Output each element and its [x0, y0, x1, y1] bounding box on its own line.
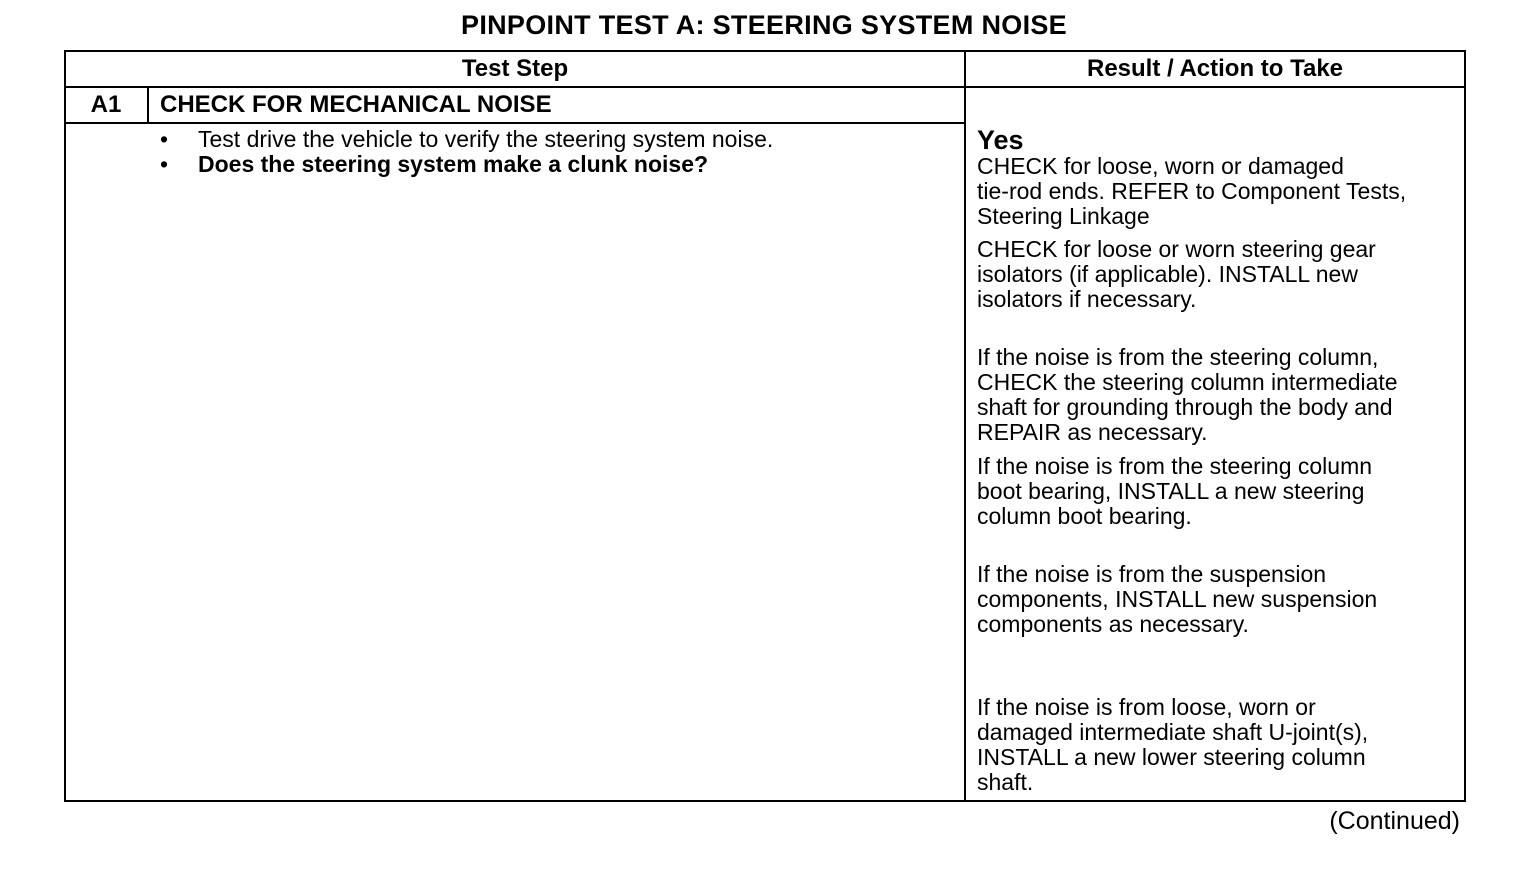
result-line: CHECK for loose or worn steering gear: [977, 236, 1376, 262]
result-paragraph: [977, 454, 1372, 529]
result-paragraph: [977, 562, 1377, 637]
result-line: tie-rod ends. REFER to Component Tests,: [977, 178, 1407, 204]
result-line: components, INSTALL new suspension: [977, 586, 1378, 612]
result-answer-yes: Yes: [977, 125, 1024, 155]
step-title-divider: [64, 122, 966, 124]
bullet-icon: •: [160, 126, 169, 152]
result-line: INSTALL a new lower steering column: [977, 744, 1366, 770]
result-line: REPAIR as necessary.: [977, 419, 1208, 445]
result-line: If the noise is from the steering column,: [977, 344, 1379, 370]
result-line: CHECK for loose, worn or damaged: [977, 153, 1344, 179]
result-line: If the noise is from the suspension: [977, 561, 1327, 587]
step-id-divider: [147, 86, 149, 123]
step-id: A1: [90, 91, 122, 118]
result-line: shaft for grounding through the body and: [977, 394, 1393, 420]
step-title: CHECK FOR MECHANICAL NOISE: [160, 91, 552, 118]
page-title: PINPOINT TEST A: STEERING SYSTEM NOISE: [461, 10, 1067, 40]
column-divider: [964, 50, 966, 802]
result-paragraph: [977, 154, 1406, 229]
question-text: Does the steering system make a clunk noise?: [198, 151, 709, 177]
step-instructions: [156, 127, 773, 177]
result-line: If the noise is from loose, worn or: [977, 694, 1316, 720]
result-line: isolators (if applicable). INSTALL new: [977, 261, 1358, 287]
result-line: components as necessary.: [977, 611, 1249, 637]
header-result-action: Result / Action to Take: [1086, 55, 1344, 82]
bullet-icon: •: [160, 151, 169, 177]
result-line: boot bearing, INSTALL a new steering: [977, 478, 1365, 504]
result-line: CHECK the steering column intermediate: [977, 369, 1398, 395]
instruction-text: Test drive the vehicle to verify the steering system noise.: [198, 126, 774, 152]
result-paragraph: [977, 695, 1368, 795]
header-test-step: Test Step: [461, 55, 569, 82]
result-line: isolators if necessary.: [977, 286, 1197, 312]
result-line: shaft.: [977, 769, 1034, 795]
result-line: damaged intermediate shaft U-joint(s),: [977, 719, 1369, 745]
result-paragraph: [977, 345, 1398, 445]
result-line: If the noise is from the steering column: [977, 453, 1373, 479]
result-line: Steering Linkage: [977, 203, 1150, 229]
result-paragraph: [977, 237, 1376, 312]
continued-label: (Continued): [1329, 807, 1460, 835]
instruction-item: [156, 127, 773, 152]
instruction-question: [156, 152, 773, 177]
result-line: column boot bearing.: [977, 503, 1192, 529]
